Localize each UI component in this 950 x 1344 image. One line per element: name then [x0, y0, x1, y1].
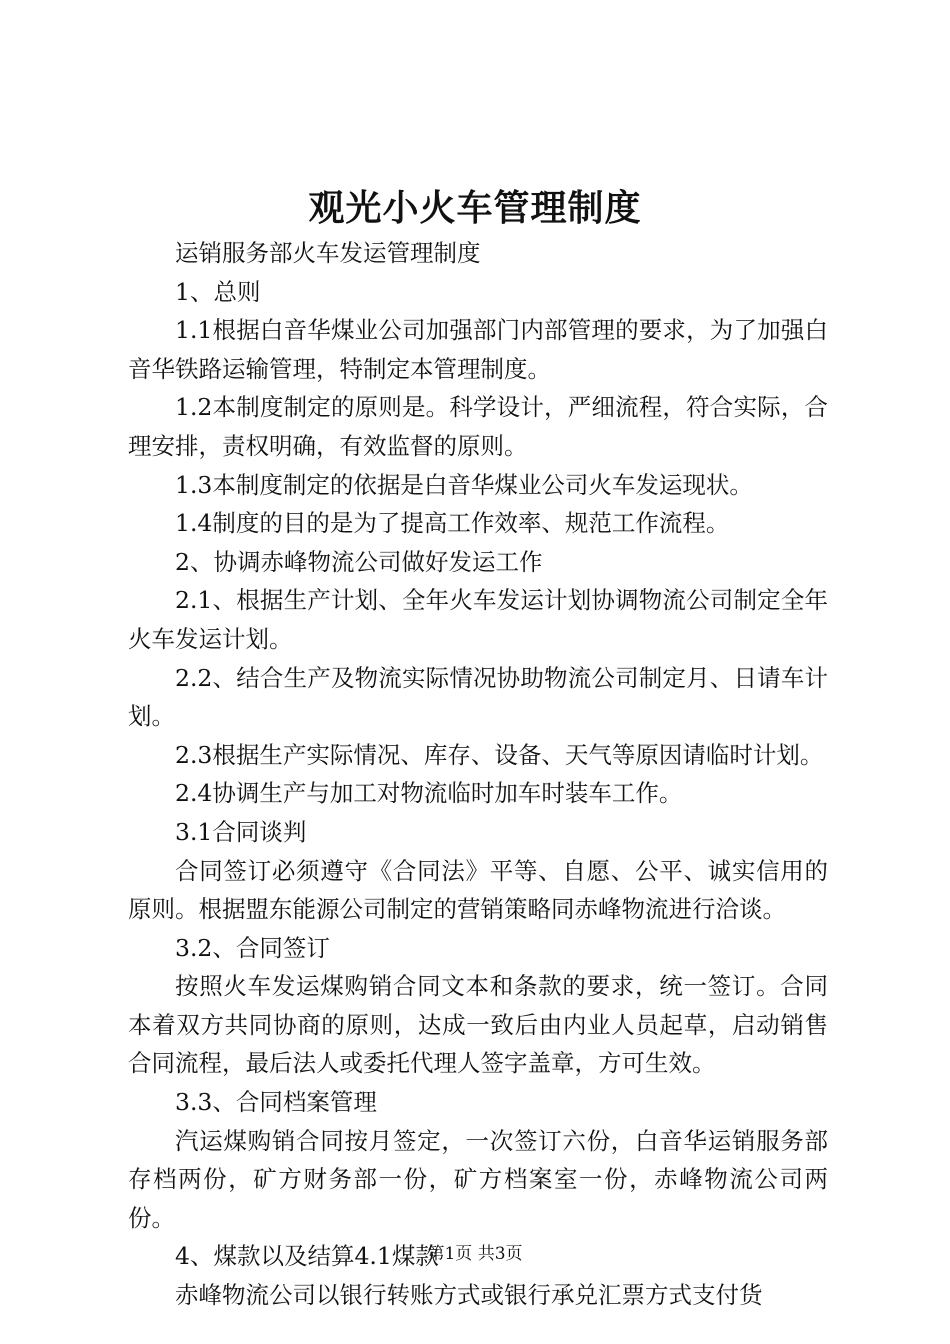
section-heading-negotiation: 3.1合同谈判 — [175, 817, 307, 846]
paragraph-subtitle: 运销服务部火车发运管理制度 — [175, 239, 481, 267]
paragraph: 2.4协调生产与加工对物流临时加车时装车工作。 — [175, 779, 683, 808]
document-title: 观光小火车管理制度 — [308, 187, 642, 229]
section-heading-coordination: 2、协调赤峰物流公司做好发运工作 — [175, 547, 543, 576]
document-body — [128, 234, 828, 1315]
paragraph: 1.3本制度制定的依据是白音华煤业公司火车发运现状。 — [175, 470, 753, 499]
paragraph: 按照火车发运煤购销合同文本和条款的要求，统一签订。合同本着双方共同协商的原则，达成一致后由内业人员起草，启动销售合同流程，最后法人或委托代理人签字盖章，方可生效。 — [128, 972, 828, 1078]
paragraph: 赤峰物流公司以银行转账方式或银行承兑汇票方式支付货 — [175, 1281, 763, 1310]
section-heading-signing: 3.2、合同签订 — [175, 933, 330, 962]
paragraph: 2.3根据生产实际情况、库存、设备、天气等原因请临时计划。 — [175, 740, 824, 769]
section-heading-payment: 4、煤款以及结算4.1煤款 — [175, 1242, 439, 1271]
paragraph: 2.2、结合生产及物流实际情况协助物流公司制定月、日请车计划。 — [128, 663, 828, 731]
paragraph: 合同签订必须遵守《合同法》平等、自愿、公平、诚实信用的原则。根据盟东能源公司制定的营销策略同赤峰物流进行洽谈。 — [128, 856, 828, 924]
section-heading-archive: 3.3、合同档案管理 — [175, 1088, 377, 1117]
paragraph: 1.1根据白音华煤业公司加强部门内部管理的要求，为了加强白音华铁路运输管理，特制定本管理制度。 — [128, 316, 828, 383]
page-number: 第1页 共3页 — [427, 1244, 523, 1264]
paragraph: 1.2本制度制定的原则是。科学设计，严细流程，符合实际，合理安排，责权明确，有效监督的原则。 — [128, 393, 828, 460]
paragraph: 2.1、根据生产计划、全年火车发运计划协调物流公司制定全年火车发运计划。 — [128, 586, 828, 653]
paragraph: 1.4制度的目的是为了提高工作效率、规范工作流程。 — [175, 509, 730, 538]
paragraph: 汽运煤购销合同按月签定，一次签订六份，白音华运销服务部存档两份，矿方财务部一份，矿方档案室一份，赤峰物流公司两份。 — [128, 1126, 828, 1232]
section-heading-general: 1、总则 — [175, 277, 261, 306]
